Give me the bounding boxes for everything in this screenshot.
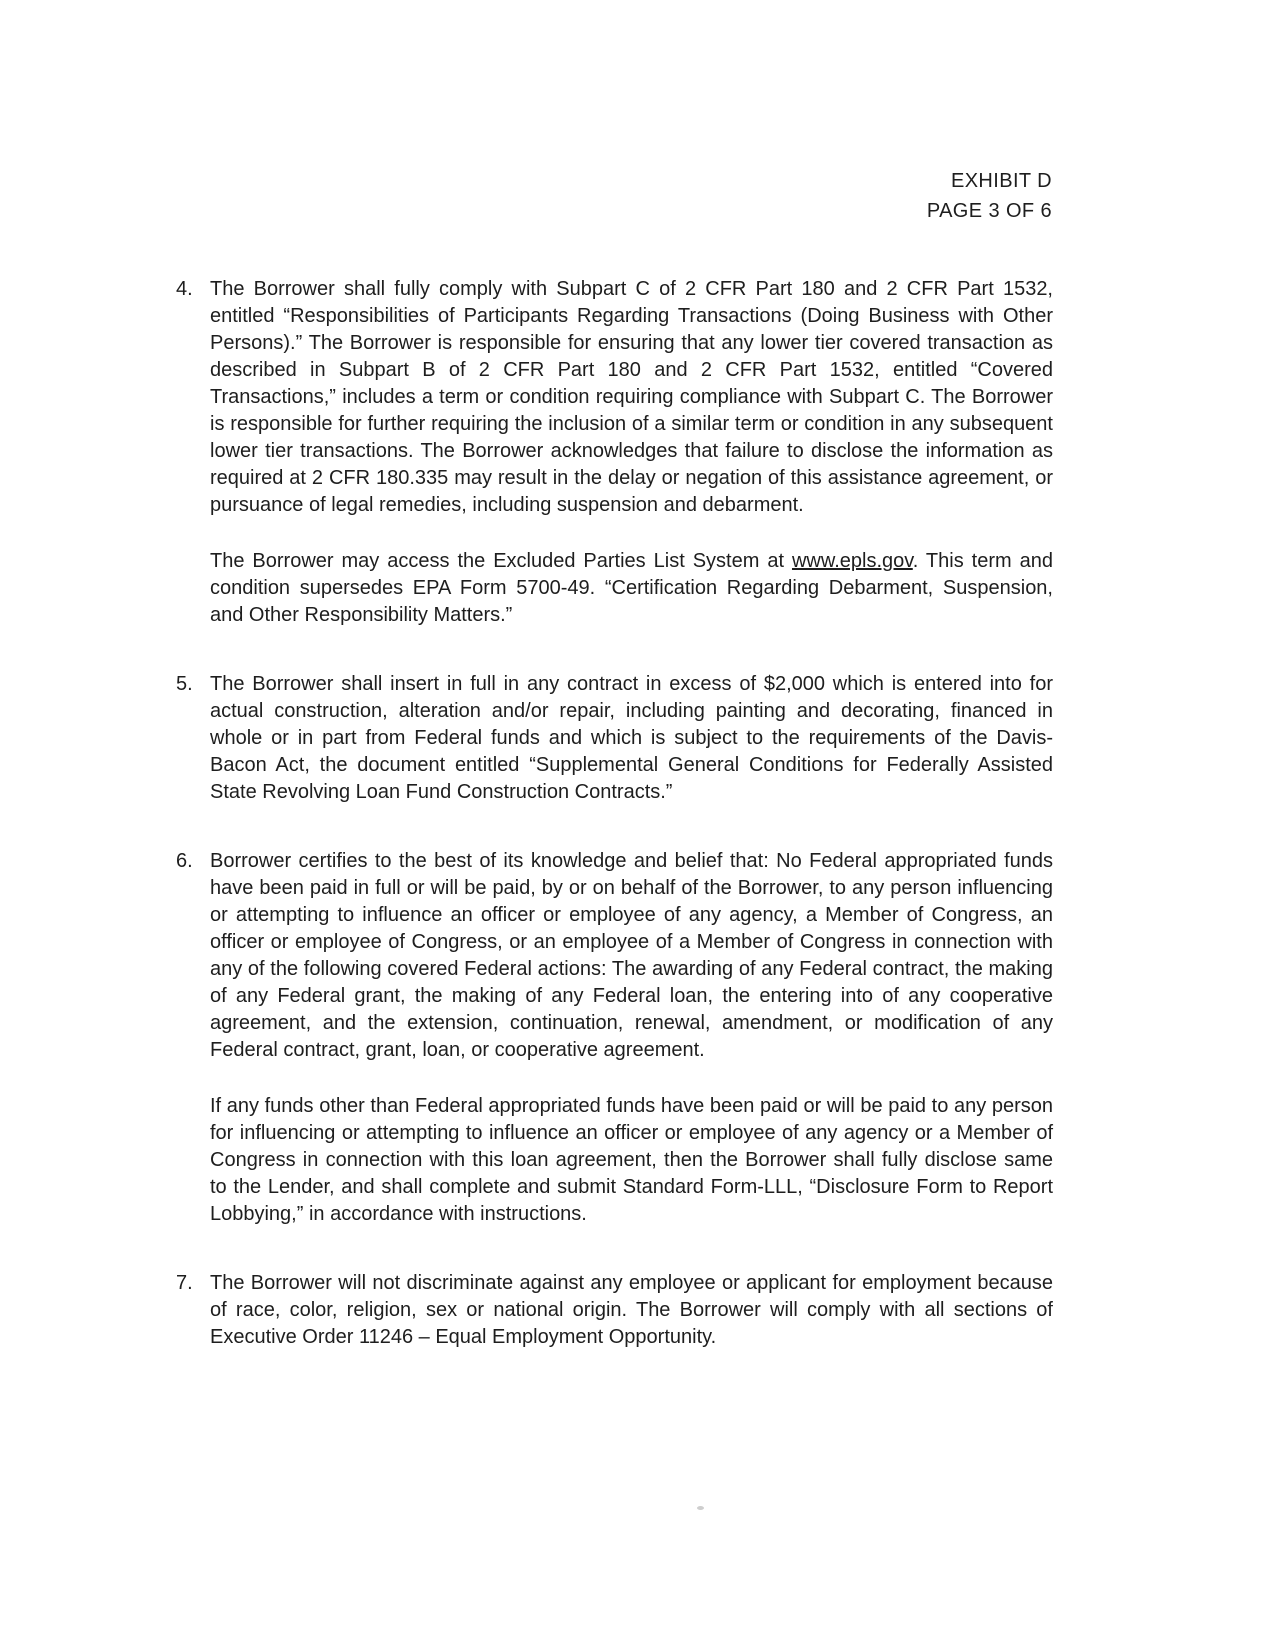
paragraph [210,548,1053,629]
list-item-4 [176,276,1053,629]
paragraph: Borrower certifies to the best of its knowledge and belief that: No Federal appropriated funds have been paid in full or will be paid, by or on behalf of the Borrower, to any person influencing or attempting to influence an officer or employee of any agency, a Member of Congress, an officer or employee of Congress, or an employee of a Member of Congress in connection with any of the following covered Federal actions: The awarding of any Federal contract, the making of any Federal grant, the making of any Federal loan, the entering into of any cooperative agreement, and the extension, continuation, renewal, amendment, or modification of any Federal contract, grant, loan, or cooperative agreement. [210,850,1053,1061]
scan-artifact [697,1506,704,1510]
item-number: 4. [176,278,193,300]
list-item-5 [176,671,1053,806]
list-item-6 [176,848,1053,1228]
page-number-label: PAGE 3 OF 6 [926,200,1052,222]
paragraph: The Borrower shall fully comply with Subpart C of 2 CFR Part 180 and 2 CFR Part 1532, entitled “Responsibilities of Participants Regarding Transactions (Doing Business with Other Persons).” The Borrower is responsible for ensuring that any lower tier covered transaction as described in Subpart B of 2 CFR Part 180 and 2 CFR Part 1532, entitled “Covered Transactions,” includes a term or condition requiring compliance with Subpart C. The Borrower is responsible for further requiring the inclusion of a similar term or condition in any subsequent lower tier transactions. The Borrower acknowledges that failure to disclose the information as required at 2 CFR 180.335 may result in the delay or negation of this assistance agreement, or pursuance of legal remedies, including suspension and debarment. [210,278,1053,516]
page-header [927,166,1052,226]
list-item-7 [176,1270,1053,1351]
document-body [176,276,1053,1393]
paragraph-text: The Borrower may access the Excluded Parties List System at [210,550,792,572]
item-number: 7. [176,1272,193,1294]
paragraph: If any funds other than Federal appropriated funds have been paid or will be paid to any person for influencing or attempting to influence an officer or employee of any agency or a Member of Congress in connection with this loan agreement, then the Borrower shall fully disclose same to the Lender, and shall complete and submit Standard Form-LLL, “Disclosure Form to Report Lobbying,” in accordance with instructions. [210,1095,1053,1225]
epls-gov-link[interactable]: www.epls.gov [791,550,913,572]
item-number: 5. [176,673,193,695]
paragraph: The Borrower shall insert in full in any contract in excess of $2,000 which is entered into for actual construction, alteration and/or repair, including painting and decorating, financed in whole or in part from Federal funds and which is subject to the requirements of the Davis-Bacon Act, the document entitled “Supplemental General Conditions for Federally Assisted State Revolving Loan Fund Construction Contracts.” [210,673,1053,803]
paragraph: The Borrower will not discriminate against any employee or applicant for employment because of race, color, religion, sex or national origin. The Borrower will comply with all sections of Executive Order 11246 – Equal Employment Opportunity. [210,1272,1053,1348]
paragraph-text: . This term and condition supersedes EPA Form 5700-49. “Certification Regarding Debarment, Suspension, and Other Responsibility Matters.” [210,550,1053,626]
item-number: 6. [176,850,193,872]
exhibit-label: EXHIBIT D [950,170,1052,192]
